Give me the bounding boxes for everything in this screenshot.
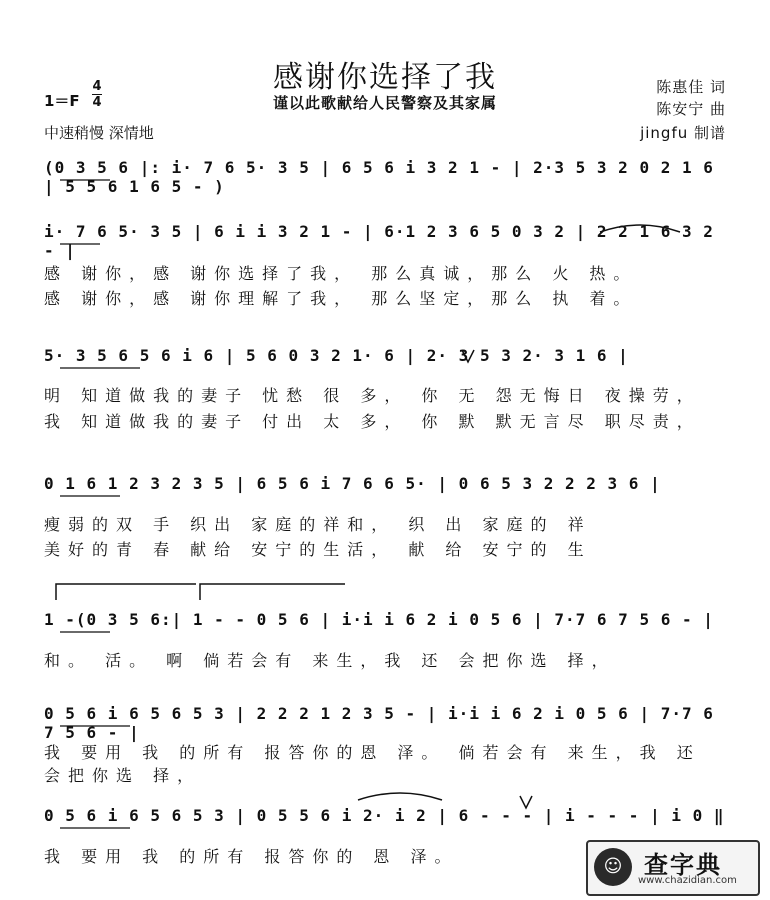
score-system-1-notes: (0 3 5 6 |: i· 7 6 5· 3 5 | 6 5 6 i 3 2 1 - | 2·3 5 3 2 0 2 1 6 | 5 5 6 1 6 5 - ) (44, 158, 714, 196)
score-system-3-lyric-2: 我 知道做我的妻子 付出 太 多， 你 默 默无言尽 职尽责， (44, 412, 701, 431)
lyricist-credit: 陈惠佳 词 (656, 78, 726, 96)
time-signature-bottom: 4 (92, 95, 102, 110)
tempo-marking: 中速稍慢 深情地 (44, 124, 154, 142)
score-system-7-lyric-1: 我 要用 我 的所有 报答你的 恩 泽。 (44, 847, 459, 866)
score-system-6-notes: 0 5 6 i 6 5 6 5 3 | 2 2 2 1 2 3 5 - | i·i i 6 2 i 0 5 6 | 7·7 6 7 5 6 - | (44, 704, 714, 742)
time-signature-top: 4 (92, 79, 102, 94)
score-system-3-notes: 5· 3 5 6 5 6 i 6 | 5 6 0 3 2 1· 6 | 2· 3 5 3 2· 3 1 6 | (44, 346, 629, 365)
score-system-2-lyric-1: 感 谢你，感 谢你选择了我， 那么真诚，那么 火 热。 (44, 264, 638, 283)
score-system-2-notes: i· 7 6 5· 3 5 | 6 i i 3 2 1 - | 6·1 2 3 6 5 0 3 2 | 2 2 1 6 3 2 - | (44, 222, 714, 260)
arranger-credit: jingfu 制谱 (640, 124, 726, 142)
second-ending-bracket (200, 584, 345, 600)
breath-mark-2 (520, 796, 532, 808)
tie-1 (358, 793, 442, 800)
score-system-4-lyric-1: 瘦弱的双 手 织出 家庭的祥和， 织 出 家庭的 祥 (44, 515, 592, 534)
watermark-name: 查字典 (644, 851, 722, 879)
score-system-6-lyric-1: 我 要用 我 的所有 报答你的恩 泽。 倘若会有 来生，我 还 会把你选 择， (44, 743, 701, 785)
key-signature: 1＝F (44, 92, 80, 110)
score-system-7-notes: 0 5 6 i 6 5 6 5 3 | 0 5 5 6 i 2· i 2 | 6 - - - | i - - - | i 0 ‖ (44, 806, 725, 825)
song-subtitle: 谨以此歌献给人民警察及其家属 (272, 94, 497, 112)
score-system-5-notes: 1 -(0 3 5 6:| 1 - - 0 5 6 | i·i i 6 2 i 0 5 6 | 7·7 6 7 5 6 - | (44, 610, 714, 629)
site-watermark (586, 840, 760, 896)
first-ending-bracket (56, 584, 196, 600)
score-system-2-lyric-2: 感 谢你，感 谢你理解了我， 那么坚定，那么 执 着。 (44, 289, 638, 308)
watermark-url: www.chazidian.com (638, 875, 737, 886)
composer-credit: 陈安宁 曲 (656, 100, 726, 118)
score-system-4-notes: 0 1 6 1 2 3 2 3 5 | 6 5 6 i 7 6 6 5· | 0 6 5 3 2 2 2 3 6 | (44, 474, 661, 493)
song-title: 感谢你选择了我 (273, 60, 497, 95)
tie-2 (600, 225, 680, 232)
score-system-3-lyric-1: 明 知道做我的妻子 忧愁 很 多， 你 无 怨无悔日 夜操劳， (44, 386, 701, 405)
breath-mark-1 (462, 350, 474, 362)
score-system-4-lyric-2: 美好的青 春 献给 安宁的生活， 献 给 安宁的 生 (44, 540, 592, 559)
score-system-5-lyric-1: 和。 活。 啊 倘若会有 来生，我 还 会把你选 择， (44, 651, 616, 670)
mascot-icon: ☺ (594, 848, 632, 886)
